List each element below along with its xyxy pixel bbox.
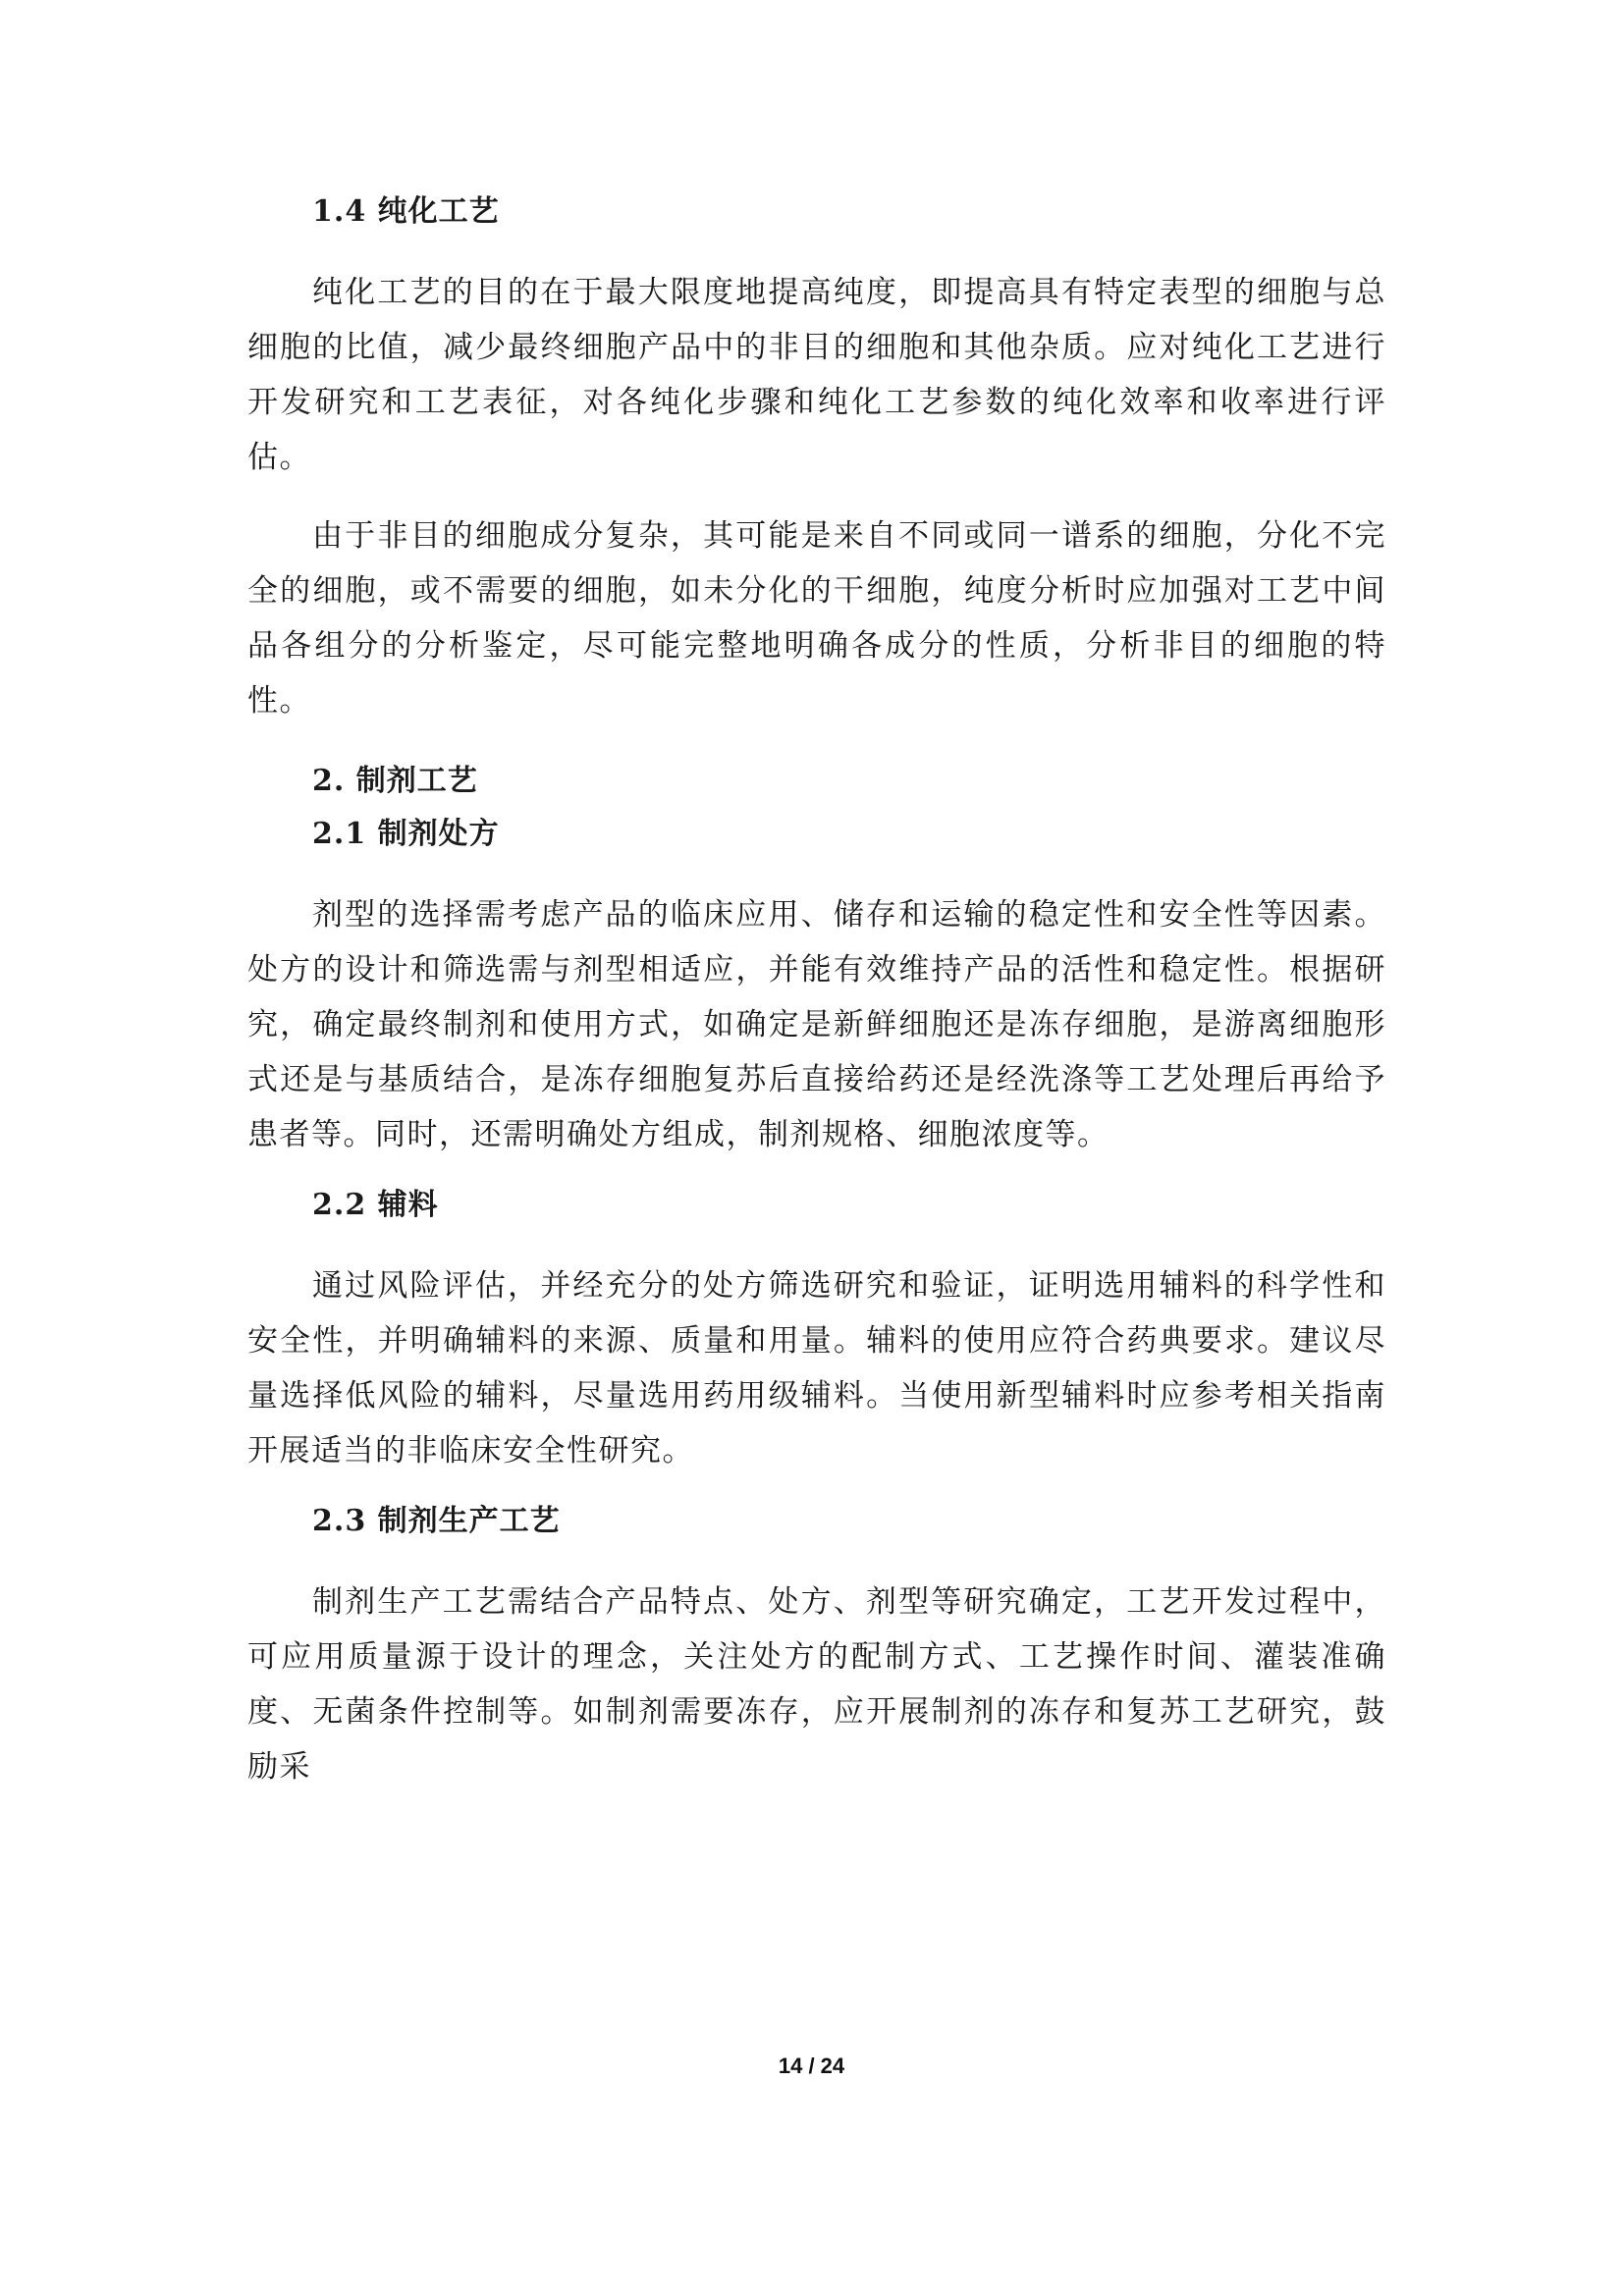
section-heading-2: 2. 制剂工艺 — [312, 764, 478, 798]
page-number: 14 / 24 — [778, 2054, 845, 2078]
section-heading-2-2: 2.2 辅料 — [312, 1188, 439, 1222]
section-heading-2-1: 2.1 制剂处方 — [312, 817, 500, 851]
paragraph: 纯化工艺的目的在于最大限度地提高纯度，即提高具有特定表型的细胞与总细胞的比值，减少最终细胞产品中的非目的细胞和其他杂质。应对纯化工艺进行开发研究和工艺表征，对各纯化步骤和纯化工艺参数的纯化效率和收率进行评估。 — [247, 275, 1386, 475]
section-heading-2-3: 2.3 制剂生产工艺 — [312, 1504, 561, 1538]
paragraph: 剂型的选择需考虑产品的临床应用、储存和运输的稳定性和安全性等因素。处方的设计和筛选需与剂型相适应，并能有效维持产品的活性和稳定性。根据研究，确定最终制剂和使用方式，如确定是新鲜细胞还是冻存细胞，是游离细胞形式还是与基质结合，是冻存细胞复苏后直接给药还是经洗涤等工艺处理后再给予患者等。同时，还需明确处方组成，制剂规格、细胞浓度等。 — [247, 897, 1386, 1152]
paragraph: 制剂生产工艺需结合产品特点、处方、剂型等研究确定，工艺开发过程中，可应用质量源于设计的理念，关注处方的配制方式、工艺操作时间、灌装准确度、无菌条件控制等。如制剂需要冻存，应开展制剂的冻存和复苏工艺研究，鼓励采 — [247, 1584, 1386, 1785]
section-heading-1-4: 1.4 纯化工艺 — [312, 194, 500, 229]
document-page — [247, 192, 1386, 1794]
paragraph: 由于非目的细胞成分复杂，其可能是来自不同或同一谱系的细胞，分化不完全的细胞，或不需要的细胞，如未分化的干细胞，纯度分析时应加强对工艺中间品各组分的分析鉴定，尽可能完整地明确各成分的性质，分析非目的细胞的特性。 — [247, 518, 1386, 719]
paragraph: 通过风险评估，并经充分的处方筛选研究和验证，证明选用辅料的科学性和安全性，并明确辅料的来源、质量和用量。辅料的使用应符合药典要求。建议尽量选择低风险的辅料，尽量选用药用级辅料。当使用新型辅料时应参考相关指南开展适当的非临床安全性研究。 — [247, 1268, 1386, 1468]
